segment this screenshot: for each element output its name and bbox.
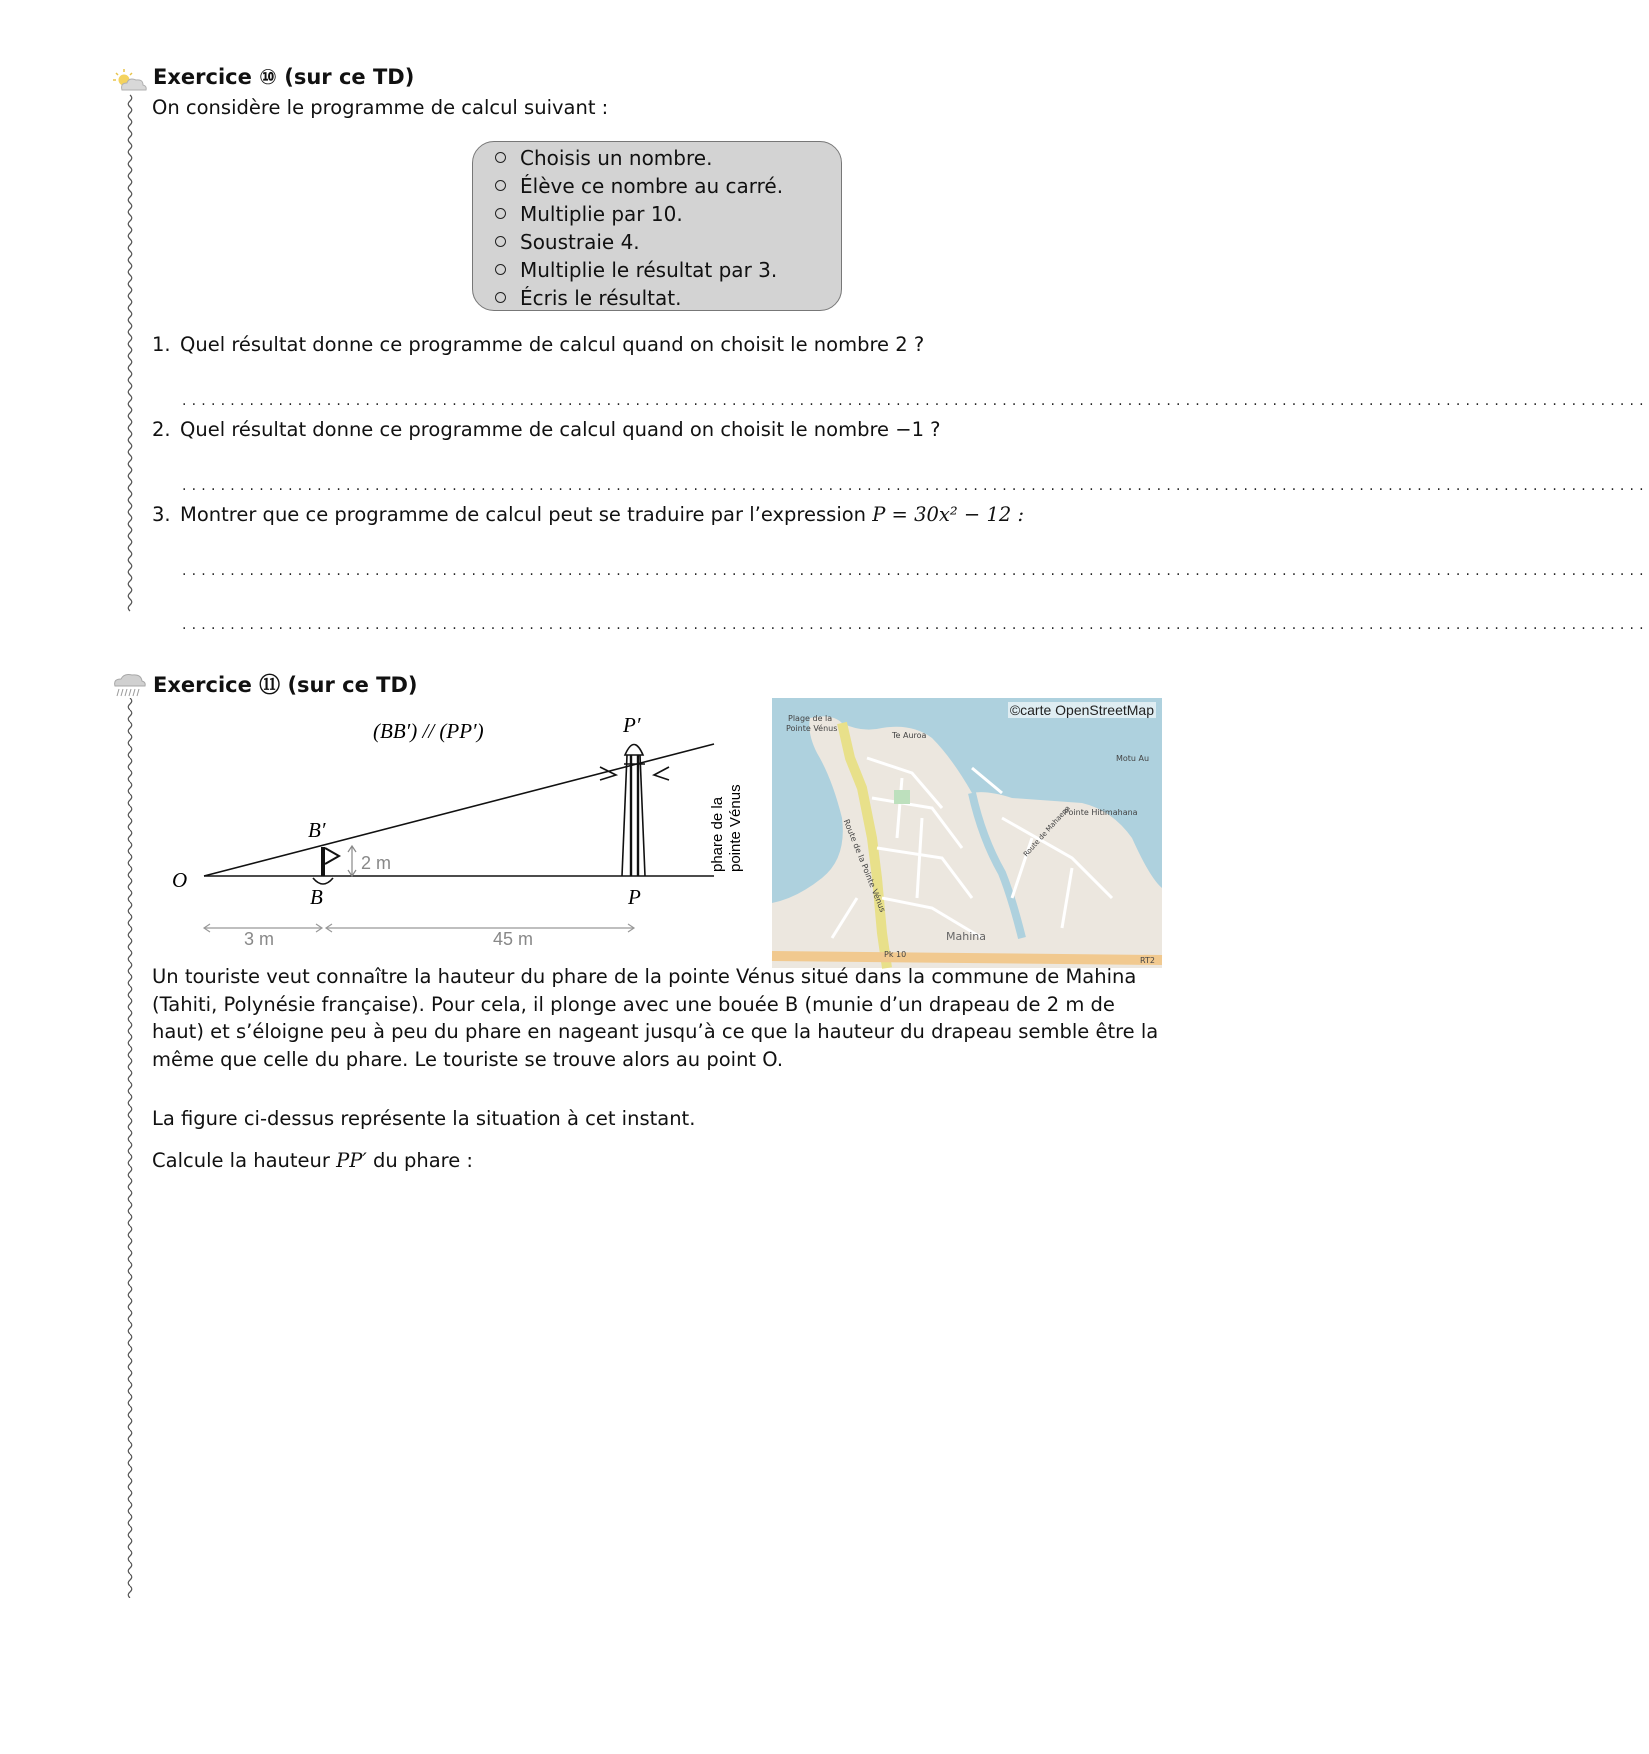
- map-label: Route de Mahaena: [1022, 804, 1072, 859]
- program-step: Multiplie le résultat par 3.: [495, 256, 783, 284]
- answer-line[interactable]: ........................................................................................................................................................: [182, 617, 1649, 633]
- map-label: Pointe Hitimahana: [1064, 808, 1138, 817]
- map-label: Pk 10: [884, 950, 907, 959]
- calculation-program-box: [472, 141, 842, 311]
- answer-line[interactable]: ........................................................................................................................................................: [182, 563, 1649, 579]
- bullet-icon: [495, 152, 506, 163]
- bullet-icon: [495, 208, 506, 219]
- exercise-11-paragraph: Un touriste veut connaître la hauteur du phare de la pointe Vénus situé dans la commune de Mahina (Tahiti, Polynésie française). Pour cela, il plonge avec une bouée B (munie d’un drapeau de 2 m de haut) et s’éloigne peu à peu du phare en nageant jusqu’à ce que la hauteur du drapeau semble être la même que celle du phare. Le touriste se trouve alors au point O.: [152, 965, 1159, 1071]
- question-1: 1. Quel résultat donne ce programme de calcul quand on choisit le nombre 2 ?: [152, 333, 925, 356]
- program-step: Écris le résultat.: [495, 284, 783, 312]
- openstreetmap-image: [772, 698, 1162, 968]
- parallel-label: (BB′) // (PP′): [373, 719, 484, 743]
- expression-P: P = 30x² − 12 :: [872, 503, 1025, 526]
- program-step: Soustraie 4.: [495, 228, 783, 256]
- exercise-11-figure-note: La figure ci-dessus représente la situation à cet instant.: [152, 1107, 696, 1130]
- wavy-margin-rule-10: [125, 95, 135, 620]
- bullet-icon: [495, 264, 506, 275]
- lighthouse-label-2: pointe Vénus: [727, 784, 744, 872]
- flag-B: [313, 847, 339, 884]
- map-label: Mahina: [946, 930, 986, 943]
- exercise-11-title: Exercice ⑪ (sur ce TD): [153, 673, 418, 697]
- map-drawing: [772, 698, 1162, 968]
- point-O-label: O: [172, 868, 188, 892]
- map-credit: ©carte OpenStreetMap: [1009, 702, 1154, 718]
- program-step: Élève ce nombre au carré.: [495, 172, 783, 200]
- flag-height-label: 2 m: [361, 853, 392, 873]
- map-label: Te Auroa: [892, 731, 927, 740]
- thales-figure: [160, 712, 770, 962]
- question-2: 2. Quel résultat donne ce programme de calcul quand on choisit le nombre −1 ?: [152, 418, 941, 441]
- lighthouse: [600, 745, 669, 877]
- map-label: Pointe Vénus: [786, 724, 838, 733]
- point-B-label: B: [310, 885, 323, 909]
- exercise-10-intro: On considère le programme de calcul suivant :: [152, 96, 609, 119]
- map-label: Plage de la: [788, 714, 833, 723]
- question-3: 3. Montrer que ce programme de calcul peut se traduire par l’expression P = 30x² − 12 :: [152, 503, 1025, 526]
- distance-OB-label: 3 m: [244, 929, 275, 949]
- sun-cloud-icon: [112, 68, 148, 92]
- answer-line[interactable]: ........................................................................................................................................................: [182, 478, 1649, 494]
- program-step: Choisis un nombre.: [495, 144, 783, 172]
- wavy-margin-rule-11: [125, 698, 135, 1598]
- bullet-icon: [495, 180, 506, 191]
- point-Pprime-label: P′: [623, 713, 641, 737]
- exercise-10-title: Exercice ⑩ (sur ce TD): [153, 65, 415, 89]
- lighthouse-label-1: phare de la: [709, 796, 726, 872]
- height-arrow-2m: [348, 846, 356, 876]
- map-label: RT2: [1140, 956, 1155, 965]
- point-P-label: P: [628, 885, 641, 909]
- map-label: Route de la Pointe Vénus: [841, 818, 888, 914]
- bullet-icon: [495, 292, 506, 303]
- exercise-11-task: Calcule la hauteur PP′ du phare :: [152, 1149, 473, 1172]
- point-Bprime-label: B′: [308, 818, 326, 842]
- rain-cloud-icon: [111, 672, 147, 698]
- map-label: Motu Au: [1116, 754, 1150, 763]
- program-step: Multiplie par 10.: [495, 200, 783, 228]
- answer-line[interactable]: ........................................................................................................................................................: [182, 393, 1649, 409]
- distance-BP-label: 45 m: [493, 929, 534, 949]
- bullet-icon: [495, 236, 506, 247]
